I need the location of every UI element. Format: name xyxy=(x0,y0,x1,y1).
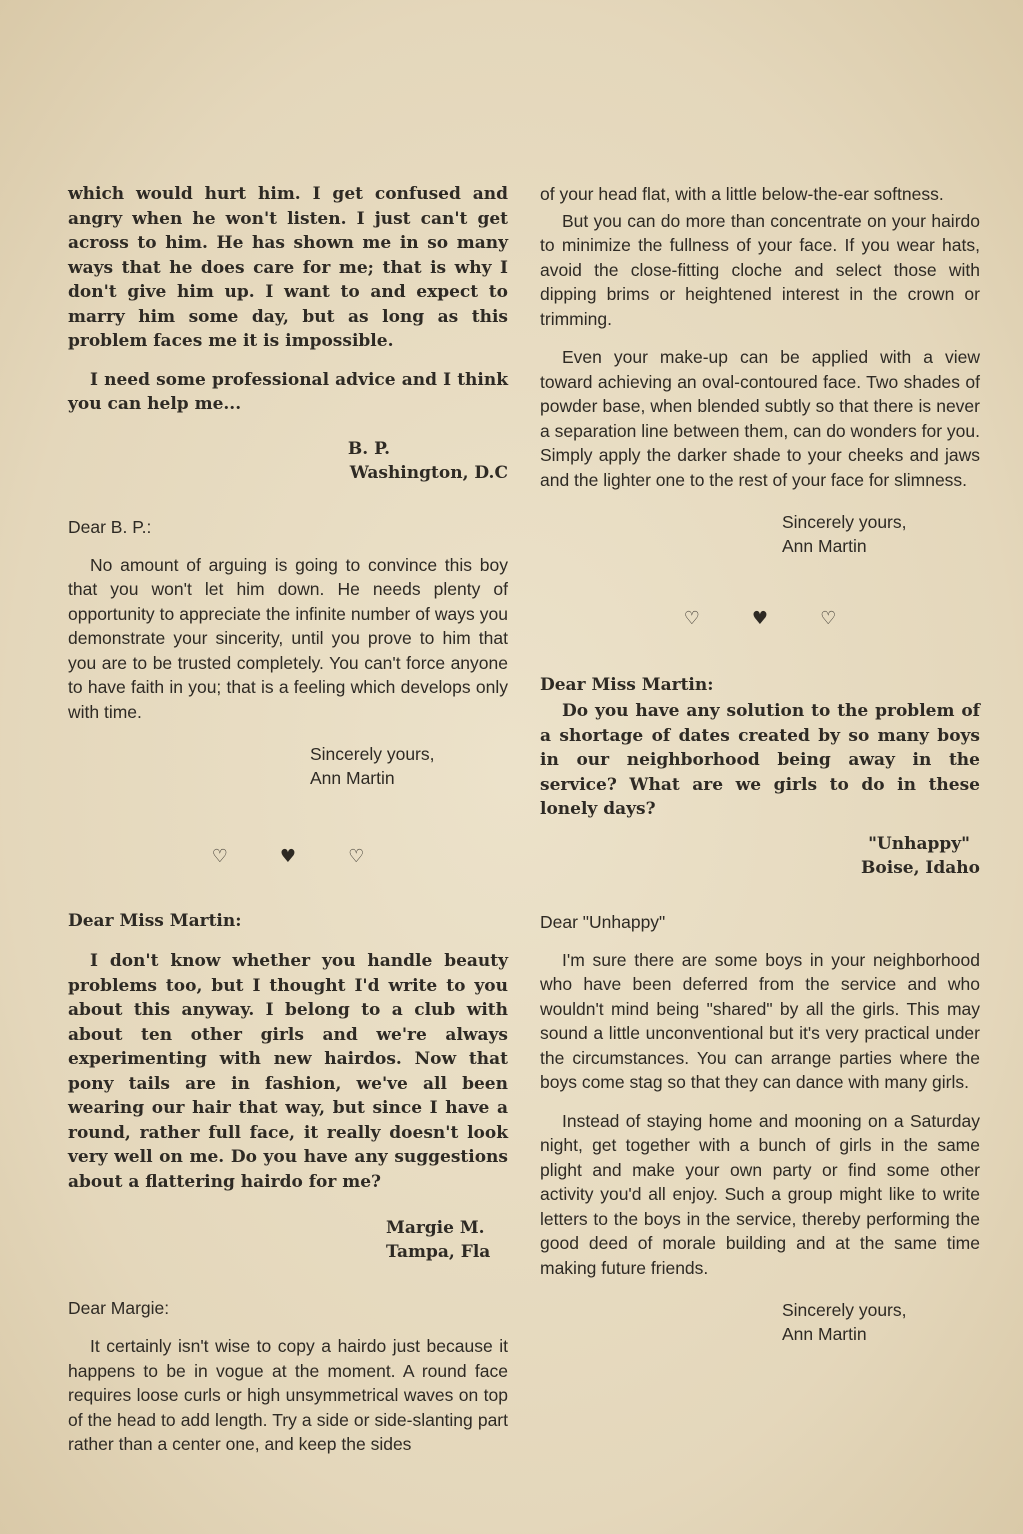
reply2-body: It certainly isn't wise to copy a hairdo just because it happens to be in vogue at the moment. A round face requires loose curls or high unsymmetrical waves on top of the head to add length. Try a side or side-slanting part rather than a center one, and keep the sides xyxy=(68,1336,508,1454)
reply2-closing: Sincerely yours, xyxy=(782,512,907,532)
letter3-body: Do you have any solution to the problem of a shortage of dates created by so many boys in our neighborhood being away in the service? What are we girls to do in these lonely days? xyxy=(540,701,980,819)
reply2-salutation: Dear Margie: xyxy=(68,1298,170,1318)
reply1-body: No amount of arguing is going to convince this boy that you won't let him down. He needs plenty of opportunity to appreciate the infinite number of ways you demonstrate your sincerity, until you prove to him that you are to be trusted completely. You can't force anyone to have faith in you; that is a feeling which develops only with time. xyxy=(68,554,508,722)
reply1-salutation: Dear B. P.: xyxy=(68,516,152,537)
reply2-paragraph2: But you can do more than concentrate on your hairdo to minimize the fullness of your face. If you wear hats, avoid the close-fitting cloche and select those with dipping brims or heightened interest in the crown or trimming. xyxy=(540,210,980,329)
heart-outline-icon: ♡ xyxy=(683,608,700,629)
reply1-signoff xyxy=(68,742,508,790)
letter1-closing-paragraph: I need some professional advice and I think you can help me... xyxy=(68,369,508,414)
reply3-salutation: Dear "Unhappy" xyxy=(540,911,666,932)
letter3-name: "Unhappy" xyxy=(868,833,970,854)
reply2-continuation: of your head flat, with a little below-the-ear softness. xyxy=(540,184,944,204)
letter1-signature xyxy=(68,437,508,485)
letter3-salutation: Dear Miss Martin: xyxy=(540,675,714,695)
reply2-paragraph3: Even your make-up can be applied with a view toward achieving an oval-contoured face. Two shades of powder base, when blended subtly so that there is never a separation line between them, can do wonders for you. Simply apply the darker shade to your cheeks and jaws and the lighter one to the rest of your face for slimness. xyxy=(540,347,980,490)
reply3-name: Ann Martin xyxy=(782,1324,867,1344)
heart-solid-icon: ♥ xyxy=(751,608,769,629)
letter1-initials: B. P. xyxy=(347,438,390,459)
reply2-signoff xyxy=(540,510,980,558)
reply3-closing: Sincerely yours, xyxy=(782,1300,907,1320)
hearts-divider-right xyxy=(540,608,980,629)
right-column xyxy=(540,182,980,1346)
letter2-body: I don't know whether you handle beauty problems too, but I thought I'd write to you about this anyway. I belong to a club with about ten other girls and we're always experimenting with new hairdos. Now that pony tails are in fashion, we've all been wearing our hair that way, but since I have a round, rather full face, it really doesn't look very well on me. Do you have any suggestions about a flattering hairdo for me? xyxy=(68,951,508,1192)
heart-outline-icon: ♡ xyxy=(348,846,365,867)
letter2-name: Margie M. xyxy=(386,1218,485,1238)
letter1-place: Washington, D.C xyxy=(349,462,508,483)
hearts-divider-left xyxy=(68,846,508,867)
heart-outline-icon: ♡ xyxy=(211,846,228,867)
heart-solid-icon: ♥ xyxy=(279,846,297,867)
left-column xyxy=(68,182,508,1457)
reply3-paragraph2: Instead of staying home and mooning on a Saturday night, get together with a bunch of girls in the same plight and make your own party or find some other activity you'd all enjoy. Such a group might like to write letters to the boys in the service, thereby performing the good deed of morale building and at the same time making future friends. xyxy=(540,1110,980,1278)
letter3-signature xyxy=(540,832,980,880)
reply3-paragraph1: I'm sure there are some boys in your neighborhood who have been deferred from the service and who wouldn't mind being "shared" by all the girls. This may sound a little unconventional but it's very practical under the circumstances. You can arrange parties where the boys come stag so that they can dance with many girls. xyxy=(540,949,980,1092)
letter2-salutation: Dear Miss Martin: xyxy=(68,911,242,931)
reply2-name: Ann Martin xyxy=(782,536,867,556)
reply1-closing: Sincerely yours, xyxy=(310,744,435,764)
letter3-place: Boise, Idaho xyxy=(861,857,980,878)
letter2-place: Tampa, Fla xyxy=(386,1242,491,1262)
letter2-signature xyxy=(68,1216,508,1264)
reply1-name: Ann Martin xyxy=(310,768,395,788)
reply3-signoff xyxy=(540,1298,980,1346)
letter1-continuation: which would hurt him. I get confused and angry when he won't listen. I just can't get across to him. He has shown me in so many ways that he does care for me; that is why I don't give him up. I want to and expect to marry him some day, but as long as this problem faces me it is impossible. xyxy=(68,184,508,351)
heart-outline-icon: ♡ xyxy=(820,608,837,629)
